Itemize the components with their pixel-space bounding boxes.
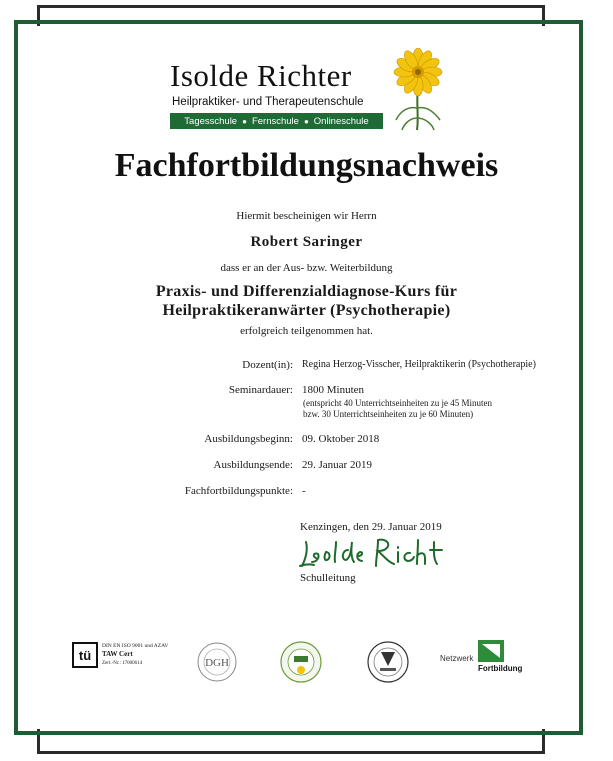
context-text: dass er an der Aus- bzw. Weiterbildung <box>220 262 393 274</box>
course-title-line2: Heilpraktikeranwärter (Psychotherapie) <box>162 302 451 319</box>
duration-note: (entspricht 40 Unterrichtseinheiten zu je 45 Minuten <box>303 398 492 408</box>
logo-subtitle: Heilpraktiker- und Therapeutenschule <box>172 96 364 108</box>
cert-norm: DIN EN ISO 9001 und AZAV <box>102 643 169 649</box>
dgh-letters: DGH <box>205 657 229 669</box>
detail-label: Fachfortbildungspunkte: <box>184 485 293 497</box>
netzwerk-fortbildung-logo <box>440 636 536 680</box>
logo-tag-bar <box>170 113 383 129</box>
signature-role: Schulleitung <box>300 572 356 584</box>
network-name: Fortbildung <box>478 664 523 673</box>
certificate-title: Fachfortbildungsnachweis <box>114 147 499 184</box>
course-title-line1: Praxis- und Differenzialdiagnose-Kurs für <box>155 283 458 300</box>
detail-label: Dozent(in): <box>242 359 293 371</box>
detail-value: - <box>302 485 306 497</box>
detail-value: Regina Herzog-Visscher, Heilpraktikerin (Psychotherapie) <box>302 359 536 370</box>
handwritten-signature <box>296 536 446 570</box>
place-date: Kenzingen, den 29. Januar 2019 <box>300 521 442 533</box>
logo-tag: Onlineschule <box>313 115 369 127</box>
svg-text:tü: tü <box>78 648 92 663</box>
duration-note: bzw. 30 Unterrichtseinheiten zu je 60 Minuten) <box>303 409 474 419</box>
bullet-icon: ● <box>242 116 247 126</box>
taw-cert-icon <box>72 642 98 668</box>
dgh-seal-icon <box>196 641 238 683</box>
netzwerk-icon <box>478 640 504 662</box>
logo-tag: Fernschule <box>251 115 299 127</box>
detail-label: Ausbildungsende: <box>213 459 293 471</box>
adonis-flower-icon <box>392 48 444 132</box>
completion-text: erfolgreich teilgenommen hat. <box>240 325 373 337</box>
cert-org: TAW Cert <box>102 650 133 658</box>
vdh-seal-icon <box>279 640 323 684</box>
bullet-icon: ● <box>303 116 309 126</box>
fachverband-seal-icon <box>366 640 410 684</box>
logo-tag: Tagesschule <box>184 115 238 127</box>
intro-text: Hiermit bescheinigen wir Herrn <box>236 210 377 222</box>
logo-name: Isolde Richter <box>170 58 352 93</box>
network-word: Netzwerk <box>440 654 474 663</box>
recipient-name: Robert Saringer <box>250 234 363 250</box>
taw-cert-logo <box>72 636 182 680</box>
detail-label: Seminardauer: <box>228 384 293 396</box>
detail-value: 1800 Minuten <box>302 384 365 396</box>
cert-number: Zert.-Nr.: 17000614 <box>102 661 143 666</box>
detail-value: 09. Oktober 2018 <box>302 433 380 445</box>
detail-value: 29. Januar 2019 <box>302 459 372 471</box>
detail-label: Ausbildungsbeginn: <box>204 433 293 445</box>
